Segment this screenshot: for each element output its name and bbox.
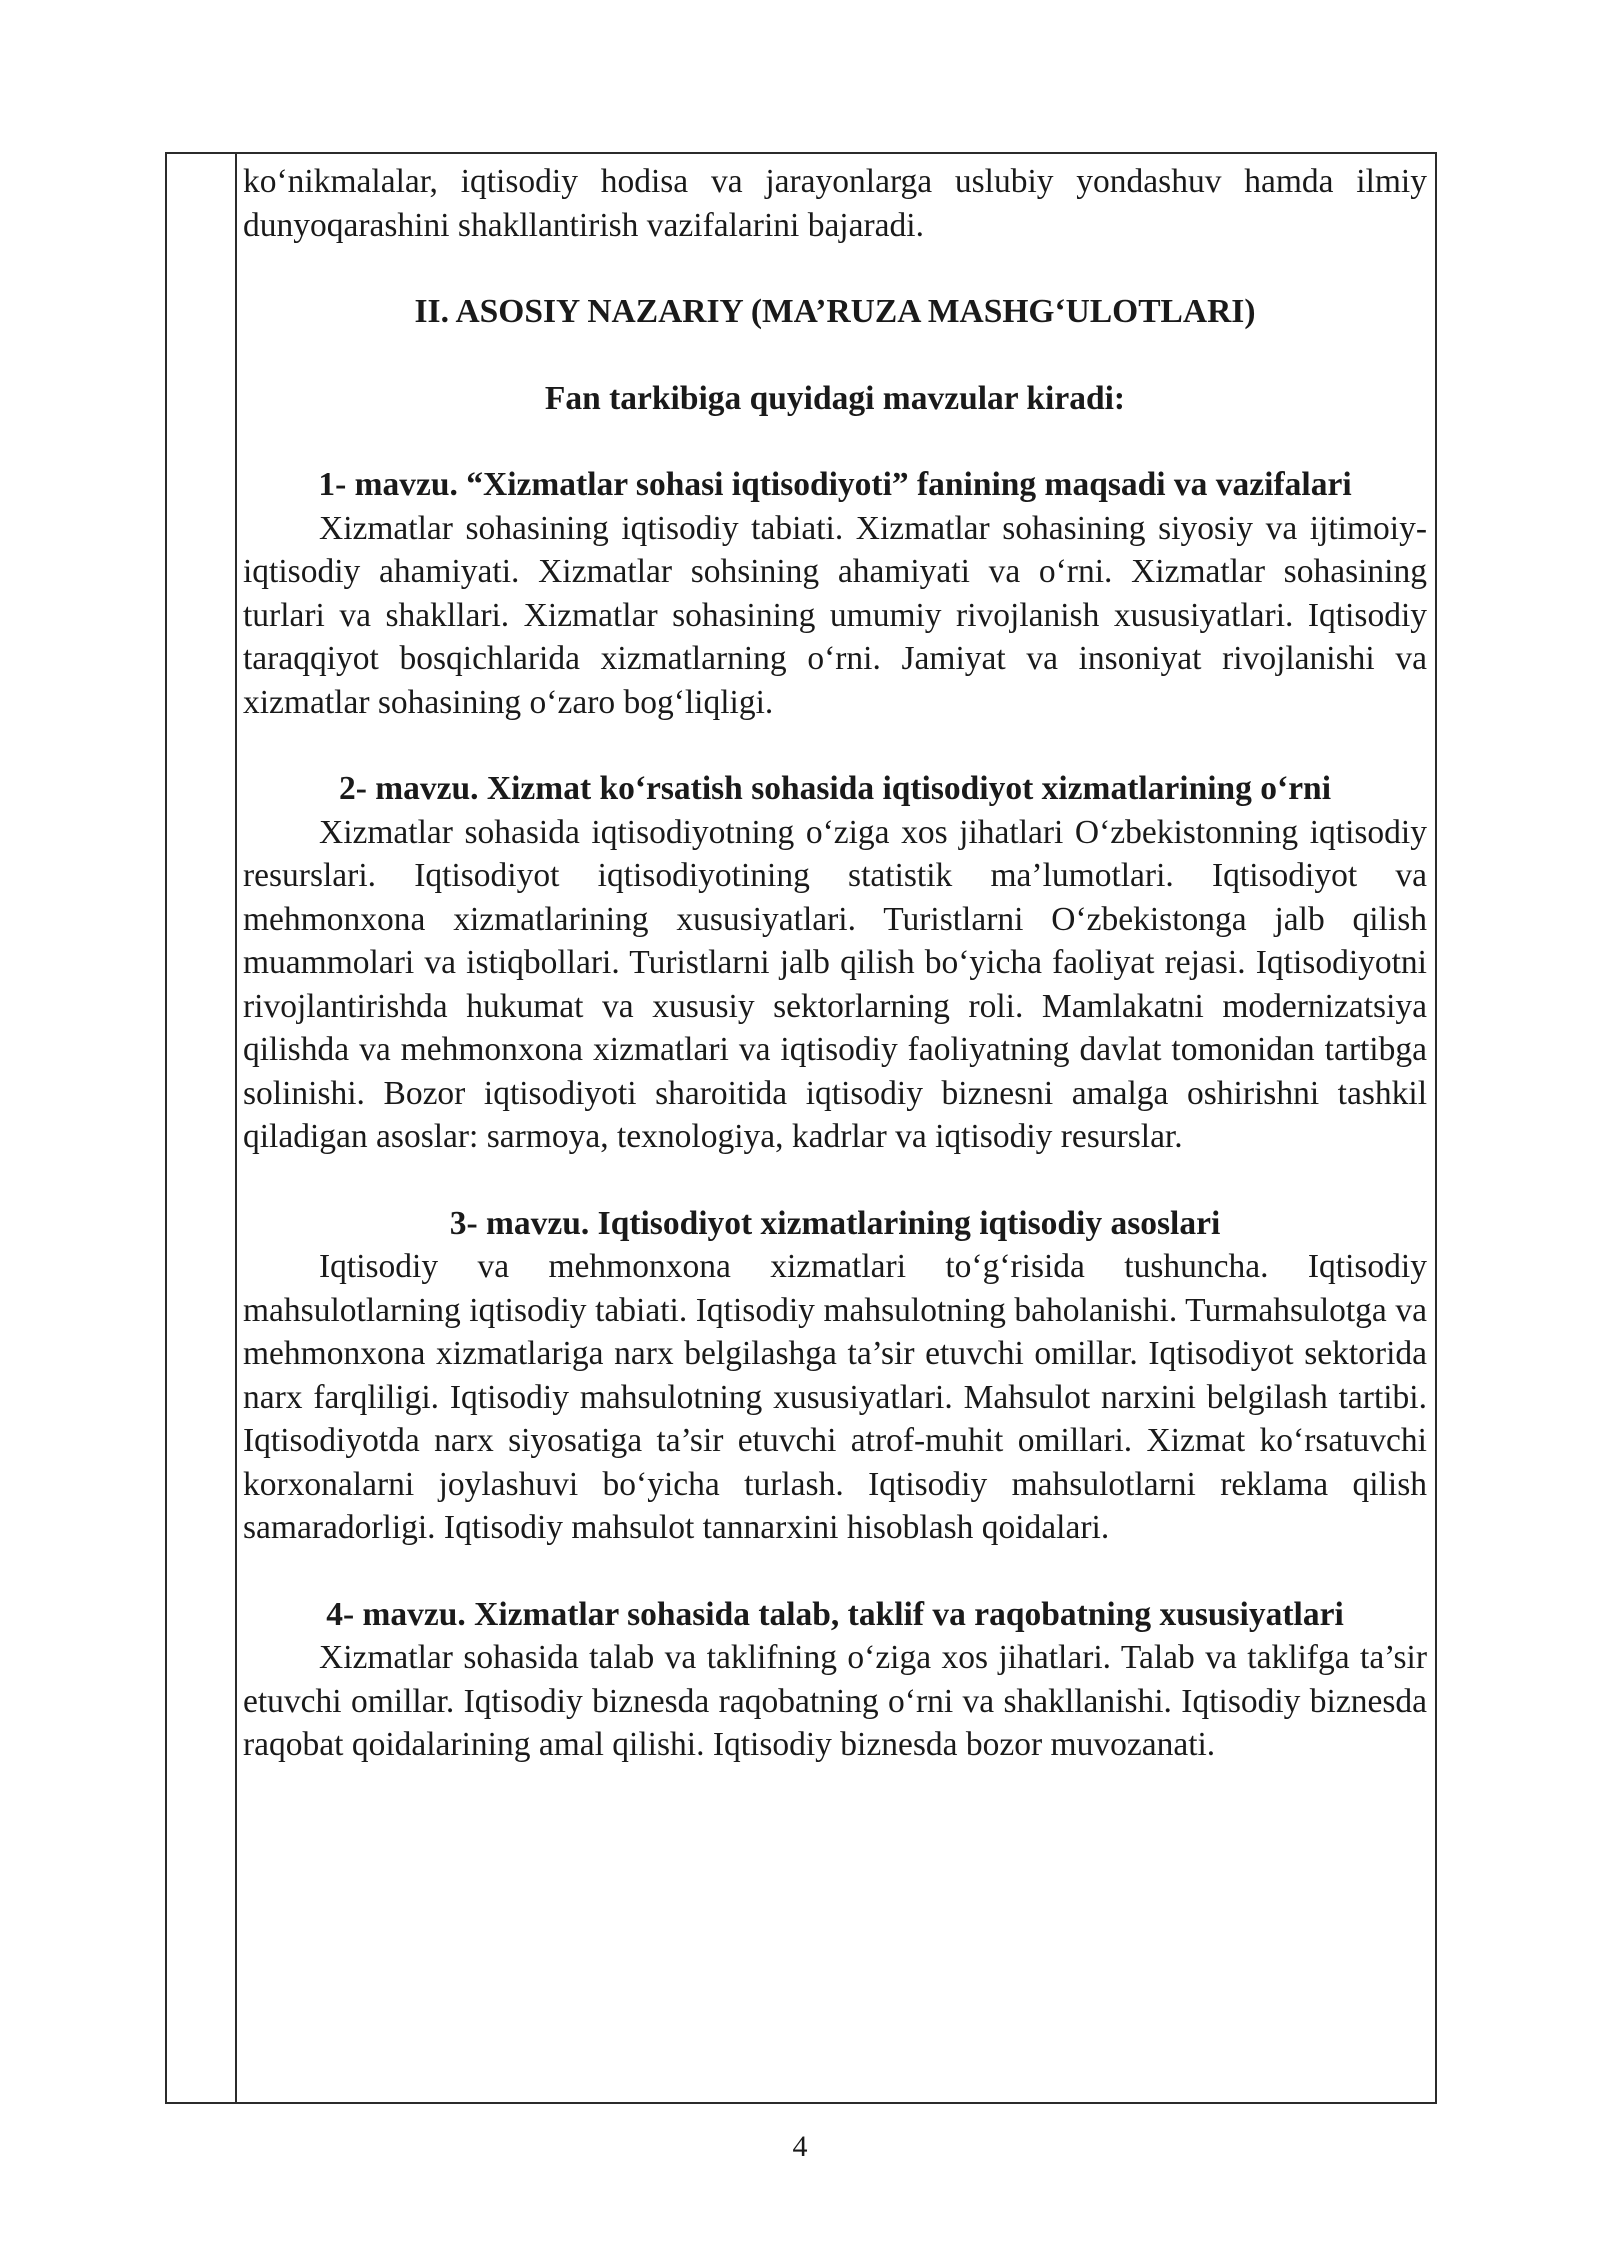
- page-number: 4: [792, 2130, 808, 2163]
- topic-title-4: 4- mavzu. Xizmatlar sohasida talab, taklif va raqobatning xususiyatlari: [326, 1595, 1344, 1633]
- lead-heading: Fan tarkibiga quyidagi mavzular kiradi:: [544, 379, 1126, 417]
- topic-title-2: 2- mavzu. Xizmat ko‘rsatish sohasida iqtisodiyot xizmatlarining o‘rni: [339, 770, 1331, 807]
- topic-title-3: 3- mavzu. Iqtisodiyot xizmatlarining iqtisodiy asoslari: [449, 1204, 1221, 1242]
- content-cell: [243, 160, 1427, 1767]
- topic-title-1: 1- mavzu. “Xizmatlar sohasi iqtisodiyoti” fanining maqsadi va vazifalari: [318, 466, 1352, 503]
- content-table: [165, 152, 1437, 2104]
- topic-body-4: Xizmatlar sohasida talab va taklifning o‘ziga xos jihatlari. Talab va taklifga ta’sir etuvchi omillar. Iqtisodiy biznesda raqobatning o‘rni va shakllanishi. Iqtisodiy biznesda raqobat qoidalarining amal qilishi. Iqtisodiy biznesda bozor muvozanati.: [243, 1639, 1427, 1763]
- topic-body-2: Xizmatlar sohasida iqtisodiyotning o‘ziga xos jihatlari O‘zbekistonning iqtisodiy resurslari. Iqtisodiyot iqtisodiyotining statistik ma’lumotlari. Iqtisodiyot va mehmonxona xizmatlarining xususiyatlari. Turistlarni O‘zbekistonga jalb qilish muammolari va istiqbollari. Turistlarni jalb qilish bo‘yicha faoliyat rejasi. Iqtisodiyotni rivojlantirishda hukumat va xususiy sektorlarning roli. Mamlakatni modernizatsiya qilishda va mehmonxona xizmatlari va iqtisodiy faoliyatning davlat tomonidan tartibga solinishi. Bozor iqtisodiyoti sharoitida iqtisodiy biznesni amalga oshirishni tashkil qiladigan asoslar: sarmoya, texnologiya, kadrlar va iqtisodiy resurslar.: [243, 813, 1427, 1155]
- intro-continuation: ko‘nikmalalar, iqtisodiy hodisa va jarayonlarga uslubiy yondashuv hamda ilmiy dunyoqarashini shakllantirish vazifalarini bajaradi.: [243, 163, 1427, 244]
- table-column-divider: [235, 154, 237, 2102]
- topic-body-3: Iqtisodiy va mehmonxona xizmatlari to‘g‘risida tushuncha. Iqtisodiy mahsulotlarning iqtisodiy tabiati. Iqtisodiy mahsulotning baholanishi. Turmahsulotga va mehmonxona xizmatlariga narx belgilashga ta’sir etuvchi omillar. Iqtisodiyot sektorida narx farqliligi. Iqtisodiy mahsulotning xususiyatlari. Mahsulot narxini belgilash tartibi. Iqtisodiyotda narx siyosatiga ta’sir etuvchi atrof-muhit omillari. Xizmat ko‘rsatuvchi korxonalarni joylashuvi bo‘yicha turlash. Iqtisodiy mahsulotlarni reklama qilish samaradorligi. Iqtisodiy mahsulot tannarxini hisoblash qoidalari.: [243, 1248, 1427, 1546]
- section-heading: II. ASOSIY NAZARIY (MA’RUZA MASHG‘ULOTLARI): [414, 293, 1256, 330]
- topic-body-1: Xizmatlar sohasining iqtisodiy tabiati. Xizmatlar sohasining siyosiy va ijtimoiy-iqtisodiy ahamiyati. Xizmatlar sohsining ahamiyati va o‘rni. Xizmatlar sohasining turlari va shakllari. Xizmatlar sohasining umumiy rivojlanish xususiyatlari. Iqtisodiy taraqqiyot bosqichlarida xizmatlarning o‘rni. Jamiyat va insoniyat rivojlanishi va xizmatlar sohasining o‘zaro bog‘liqligi.: [243, 509, 1427, 721]
